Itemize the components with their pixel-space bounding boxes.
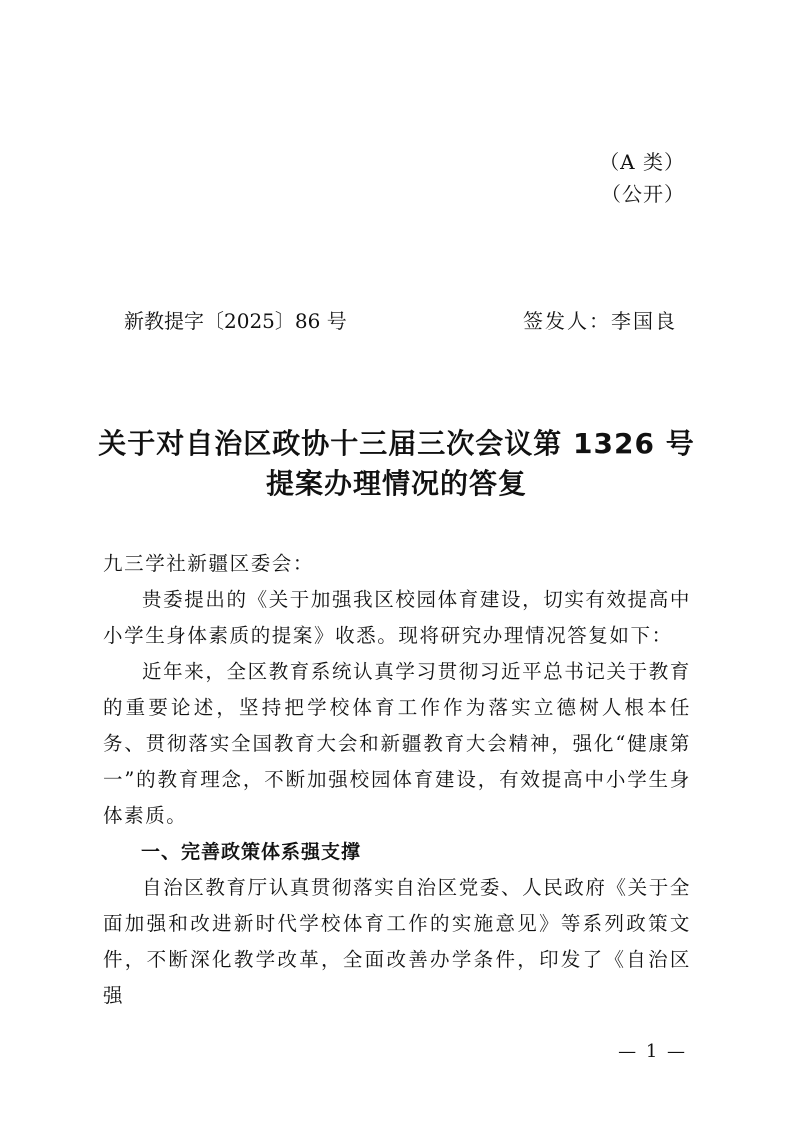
document-title — [60, 424, 733, 504]
section-heading-1: 一、完善政策体系强支撑 — [141, 841, 362, 863]
signer: 签发人：李国良 — [523, 309, 677, 333]
document-header — [124, 306, 677, 336]
salutation: 九三学社新疆区委会： — [103, 552, 315, 575]
category-label: （A 类） — [599, 150, 685, 174]
title-line-2: 提案办理情况的答复 — [265, 467, 527, 500]
title-line-1: 关于对自治区政协十三届三次会议第 1326 号 — [98, 427, 695, 460]
document-body — [103, 546, 691, 1014]
paragraph-section-1: 自治区教育厅认真贯彻落实自治区党委、人民政府《关于全面加强和改进新时代学校体育工作的实施意见》等系列政策文件，不断深化教学改革，全面改善办学条件，印发了《自治区强 — [103, 876, 691, 1007]
page-number: — 1 — — [618, 1041, 687, 1062]
paragraph-overview: 近年来，全区教育系统认真学习贯彻习近平总书记关于教育的重要论述，坚持把学校体育工作作为落实立德树人根本任务、贯彻落实全国教育大会和新疆教育大会精神，强化“健康第一”的教育理念，不断加强校园体育建设，有效提高中小学生身体素质。 — [103, 660, 691, 827]
document-number: 新教提字〔2025〕86 号 — [124, 309, 347, 333]
paragraph-acknowledgement: 贵委提出的《关于加强我区校园体育建设，切实有效提高中小学生身体素质的提案》收悉。现将研究办理情况答复如下： — [103, 588, 691, 647]
disclosure-label: （公开） — [601, 182, 685, 206]
classification-block — [599, 146, 685, 210]
